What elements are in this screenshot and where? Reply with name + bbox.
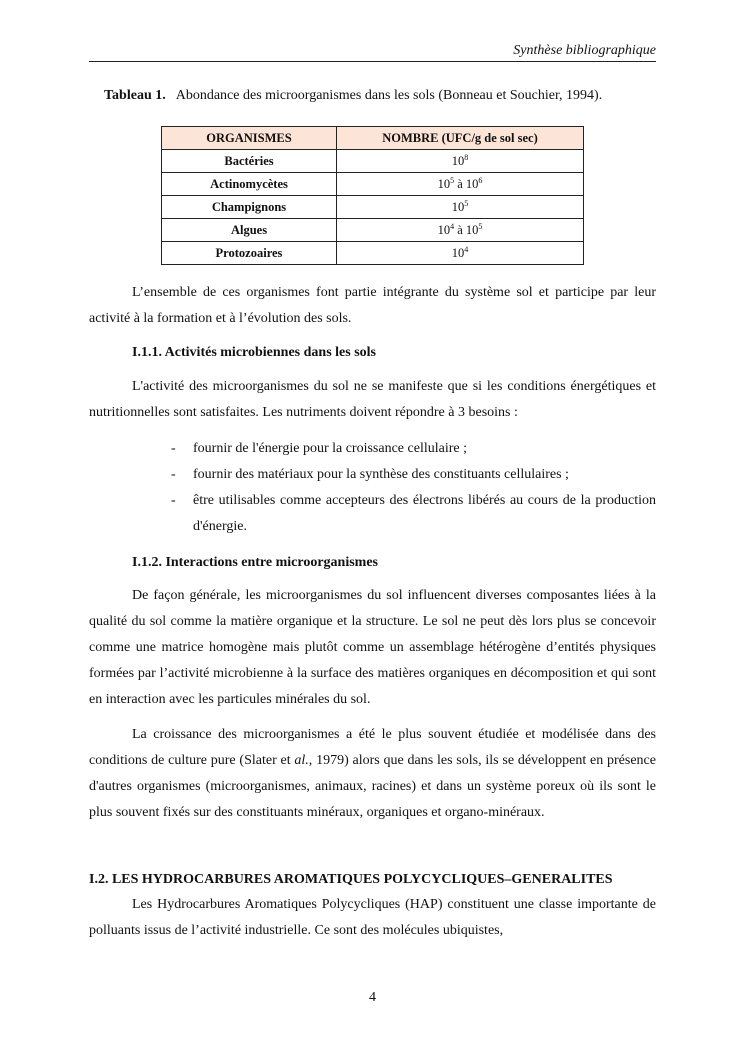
table-row — [162, 196, 584, 219]
bullet-dash: - — [171, 467, 176, 482]
paragraph-ensemble: L’ensemble de ces organismes font partie intégrante du système sol et participe par leur activité à la formation et à l’évolution des sols. — [89, 285, 656, 326]
table-caption-text: Abondance des microorganismes dans les sols (Bonneau et Souchier, 1994). — [175, 88, 603, 103]
count-cell: $10^5$ — [337, 196, 584, 219]
count-cell: $10^8$ — [337, 150, 584, 173]
paragraph-croissance: La croissance des microorganismes a été le plus souvent étudiée et modélisée dans des conditions de culture pure (Slater et al., 1979) alors que dans les sols, ils se développent en présence d'autres organismes (microorganismes, animaux, racines) et dans un système poreux où ils sont le plus souvent fixés sur des constituants minéraux, organiques et organo-minéraux. — [89, 727, 656, 820]
organism-cell: Algues — [162, 219, 337, 242]
table-caption — [104, 88, 602, 104]
table-row — [162, 150, 584, 173]
column-header-organismes: ORGANISMES — [162, 127, 337, 150]
organism-cell: Protozoaires — [162, 242, 337, 265]
paragraph-activite: L'activité des microorganismes du sol ne se manifeste que si les conditions énergétiques et nutritionnelles sont satisfaites. Les nutriments doivent répondre à 3 besoins : — [89, 379, 656, 420]
table-row — [162, 219, 584, 242]
running-header: Synthèse bibliographique — [89, 43, 656, 62]
section-heading-hap: I.2. LES HYDROCARBURES AROMATIQUES POLYCYCLIQUES–GENERALITES — [89, 872, 613, 887]
count-cell: $10^5$ à $10^6$ — [337, 173, 584, 196]
column-header-nombre: NOMBRE (UFC/g de sol sec) — [337, 127, 584, 150]
table-header-row — [162, 127, 584, 150]
organism-cell: Bactéries — [162, 150, 337, 173]
table-caption-label: Tableau 1. — [104, 88, 166, 103]
bullet-dash: - — [171, 441, 176, 456]
organisms-table — [161, 126, 584, 265]
section-heading-interactions: I.1.2. Interactions entre microorganismes — [132, 555, 378, 570]
section-heading-activites: I.1.1. Activités microbiennes dans les sols — [132, 345, 376, 360]
bullet-dash: - — [171, 493, 176, 508]
bullet-item: - être utilisables comme accepteurs des électrons libérés au cours de la production d'énergie. — [171, 488, 656, 540]
table-row — [162, 173, 584, 196]
page-number: 4 — [369, 990, 376, 1005]
bullet-item: - fournir des matériaux pour la synthèse des constituants cellulaires ; — [171, 462, 656, 488]
paragraph-facon-generale: De façon générale, les microorganismes du sol influencent diverses composantes liées à la qualité du sol comme la matière organique et la structure. Le sol ne peut dès lors plus se concevoir comme une matrice homogène mais plutôt comme un assemblage hétérogène d’entités physiques formées par l’activité microbienne à la surface des matières organiques en décomposition et qui sont en interaction avec les particules minérales du sol. — [89, 588, 656, 707]
organism-cell: Actinomycètes — [162, 173, 337, 196]
count-cell: $10^4$ — [337, 242, 584, 265]
organism-cell: Champignons — [162, 196, 337, 219]
table-row — [162, 242, 584, 265]
count-cell: $10^4$ à $10^5$ — [337, 219, 584, 242]
paragraph-hap: Les Hydrocarbures Aromatiques Polycycliques (HAP) constituent une classe importante de polluants issus de l’activité industrielle. Ce sont des molécules ubiquistes, — [89, 897, 656, 938]
bullet-item: - fournir de l'énergie pour la croissance cellulaire ; — [171, 436, 656, 462]
